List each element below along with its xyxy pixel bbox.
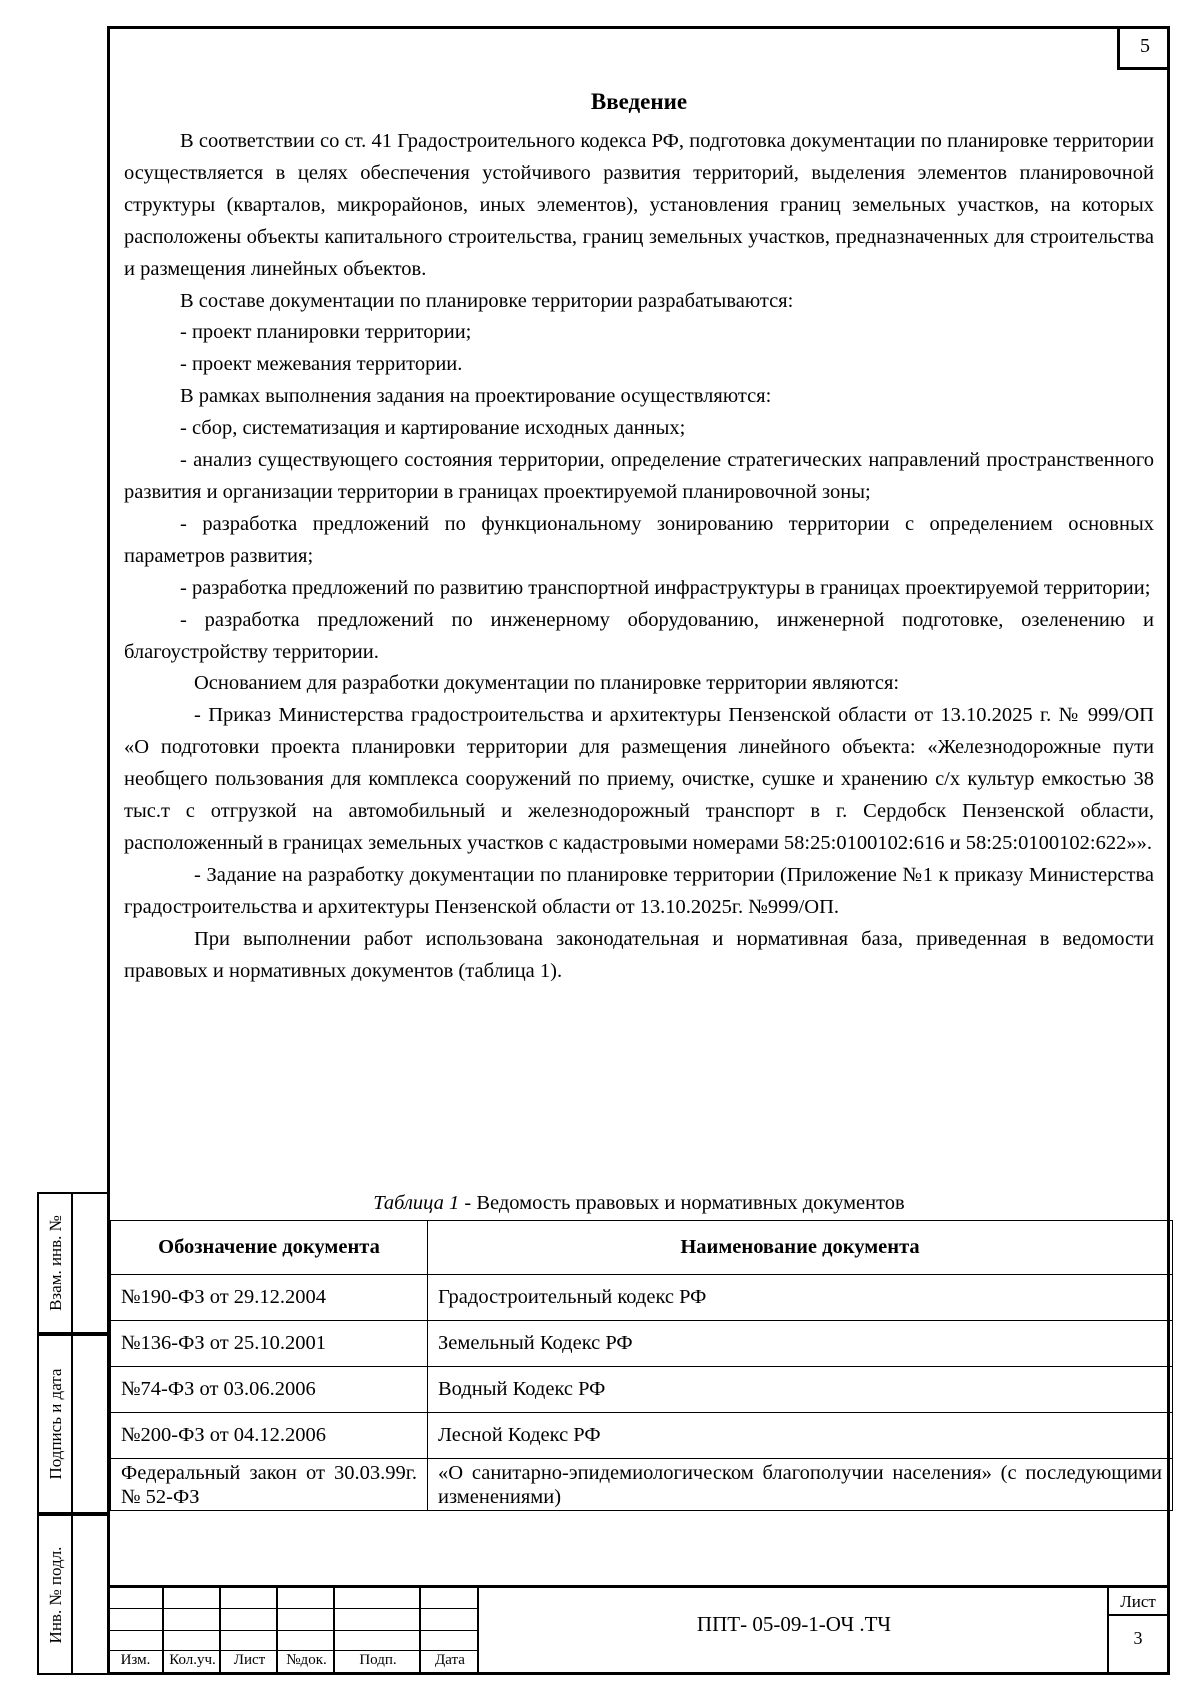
table-caption [124,1188,1154,1218]
stamp-data: Дата [435,1652,465,1668]
paragraph: При выполнении работ использована законодательная и нормативная база, приведенная в ведомости правовых и нормативных документов (таблица 1). [124,927,1154,982]
sheet-number: 3 [1133,1628,1143,1648]
list-item: - проект межевания территории. [180,353,463,376]
binding-vzam-inv: Взам. инв. № [37,1192,107,1334]
table-cell: Земельный Кодекс РФ [428,1321,1173,1367]
sheet-label: Лист [1109,1588,1167,1616]
table-row [111,1367,1173,1413]
table-row [111,1321,1173,1367]
main-content [124,82,1154,987]
table-caption-label: Таблица 1 [373,1192,460,1214]
list-item: - разработка предложений по функциональному зонированию территории с определением основных параметров развития; [124,512,1154,567]
paragraph: Основанием для разработки документации по планировке территории являются: [194,672,900,695]
list-item: - Приказ Министерства градостроительства и архитектуры Пензенской области от 13.10.2025 г. № 999/ОП «О подготовки проекта планировки территории для размещения линейного объекта: «Железнодорожные пути необщего пользования для комплекса сооружений по приему, очистке, сушке и хранению с/х культур емкостью 38 тыс.т с отгрузкой на автомобильный и железнодорожный транспорт в г. Сердобск Пензенской области, расположенный в границах земельных участков с кадастровыми номерами 58:25:0100102:616 и 58:25:0100102:622»». [124,704,1154,854]
body-text [124,126,1154,987]
table-cell: №74-ФЗ от 03.06.2006 [111,1367,428,1413]
page-number: 5 [1117,26,1170,70]
table-caption-text: - Ведомость правовых и нормативных документов [459,1192,905,1214]
list-item: - разработка предложений по развитию транспортной инфраструктуры в границах проектируемой территории; [180,576,1151,599]
table-header: Обозначение документа [111,1221,428,1275]
list-item: - сбор, систематизация и картирование исходных данных; [180,417,686,440]
binding-inv-podl: Инв. № подл. [37,1514,107,1675]
table-cell: «О санитарно-эпидемиологическом благополучии населения» (с последующими изменениями) [428,1459,1173,1511]
list-item: - проект планировки территории; [180,321,472,344]
paragraph: В рамках выполнения задания на проектирование осуществляются: [180,385,772,408]
documents-table [110,1220,1173,1511]
title-block [107,1585,1170,1675]
table-cell: Градостроительный кодекс РФ [428,1275,1173,1321]
stamp-podp: Подп. [359,1652,397,1668]
paragraph: В соответствии со ст. 41 Градостроительного кодекса РФ, подготовка документации по планировке территории осуществляется в целях обеспечения устойчивого развития территорий, выделения элементов планировочной структуры (кварталов, микрорайонов, иных элементов), установления границ земельных участков, на которых расположены объекты капитального строительства, границ земельных участков, предназначенных для строительства и размещения линейных объектов. [124,130,1154,280]
page-title: Введение [590,89,688,114]
list-item: - Задание на разработку документации по планировке территории (Приложение №1 к приказу Министерства градостроительства и архитектуры Пензенской области от 13.10.2025г. №999/ОП. [124,863,1154,918]
table-header: Наименование документа [428,1221,1173,1275]
table-cell: №136-ФЗ от 25.10.2001 [111,1321,428,1367]
binding-column [37,1192,107,1675]
table-row [111,1275,1173,1321]
stamp-list: Лист [233,1652,266,1668]
list-item: - разработка предложений по инженерному оборудованию, инженерной подготовке, озеленению и благоустройству территории. [124,608,1154,663]
paragraph: В составе документации по планировке территории разрабатываются: [180,289,794,312]
table-row [111,1459,1173,1511]
stamp-kol-uch: Кол.уч. [169,1652,216,1668]
binding-podpis: Подпись и дата [37,1334,107,1514]
table-cell: №200-ФЗ от 04.12.2006 [111,1413,428,1459]
document-code: ППТ- 05-09-1-ОЧ .ТЧ [696,1612,892,1636]
table-header-row [111,1221,1173,1275]
table-cell: Водный Кодекс РФ [428,1367,1173,1413]
table-cell: Федеральный закон от 30.03.99г. № 52-ФЗ [111,1459,428,1511]
stamp-n-dok: №док. [286,1652,327,1668]
list-item: - анализ существующего состояния территории, определение стратегических направлений пространственного развития и организации территории в границах проектируемой планировочной зоны; [124,449,1154,503]
table-row [111,1413,1173,1459]
table-cell: №190-ФЗ от 29.12.2004 [111,1275,428,1321]
stamp-izm: Изм. [120,1652,151,1668]
table-cell: Лесной Кодекс РФ [428,1413,1173,1459]
